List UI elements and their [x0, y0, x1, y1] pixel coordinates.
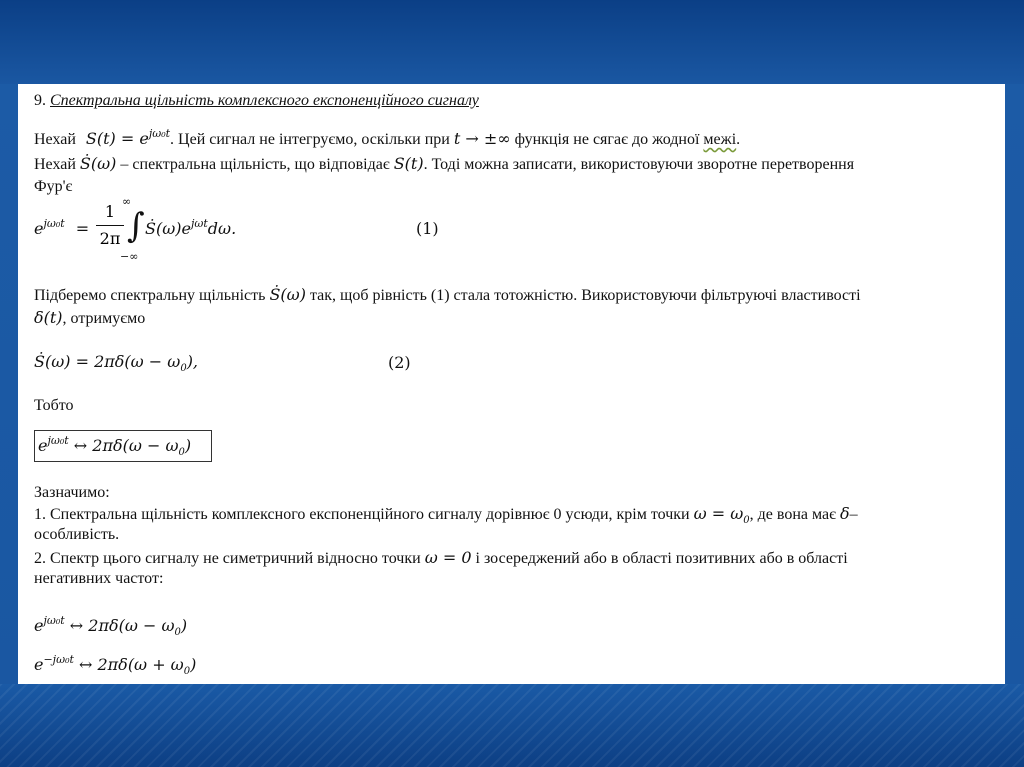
notes-heading: Зазначимо: [34, 484, 110, 501]
p3-text-b: так, щоб рівність (1) стала тотожністю. Використовуючи фільтруючі властивості [305, 287, 861, 304]
paragraph-2-continued [34, 177, 72, 197]
p1-formula-limit: t → ±∞ [453, 129, 511, 148]
p2-formula-spectrum: Ṡ(ω) [79, 154, 117, 173]
p1-text-a: Нехай [34, 131, 76, 148]
eq1-integrand-exp: jωt [190, 217, 208, 230]
eq1-integral-lower: −∞ [120, 250, 139, 263]
p1-formula-lhs: S(t) = e [85, 129, 149, 148]
note1-delta: δ [839, 504, 850, 523]
eq2-end: ), [186, 352, 199, 371]
document-sheet [18, 84, 1005, 684]
p3-formula-spectrum: Ṡ(ω) [269, 285, 306, 304]
slide-background-bottom [0, 684, 1024, 767]
eq1-integrand [145, 219, 236, 241]
eq2-body: Ṡ(ω) = 2πδ(ω − ω [34, 352, 181, 371]
p1-text-b: . Цей сигнал не інтегруємо, оскільки при [170, 131, 450, 148]
p1-spellcheck-word: межі [703, 131, 737, 148]
eq3-rest: ↔ 2πδ(ω − ω [64, 616, 175, 635]
box-base: e [38, 436, 48, 455]
note-1-continued: особливість. [34, 526, 120, 543]
eq1-integral-sign: ∫ [127, 206, 145, 246]
eq1-lhs-base: e [34, 219, 44, 238]
eq4-end: ) [190, 655, 197, 674]
note1-formula-body: ω = ω [693, 504, 744, 523]
p2-formula-signal: S(t) [393, 154, 424, 173]
boxed-result-formula [38, 436, 191, 459]
eq4-exp: −jω₀t [43, 653, 74, 666]
p3-text-a: Підберемо спектральну щільність [34, 287, 266, 304]
box-rest: ↔ 2πδ(ω − ω [68, 436, 179, 455]
eq1-denominator: 2π [99, 229, 121, 248]
p1-text-end: . [736, 131, 741, 148]
note1-dash: – [849, 506, 858, 523]
eq2-label: (2) [388, 353, 411, 372]
eq4-formula [34, 655, 196, 678]
note1-text-b: , де вона має [749, 506, 836, 523]
box-end: ) [184, 436, 192, 455]
p1-formula-exp: jω₀t [148, 127, 171, 140]
p2-text-d: Фур'є [34, 178, 73, 195]
note1-formula-sub: 0 [743, 515, 750, 526]
p1-formula-signal [86, 129, 170, 148]
eq1-lhs [34, 219, 89, 241]
eq3-formula [34, 616, 187, 639]
note1-text-a: 1. Спектральна щільність комплексного експоненційного сигналу дорівнює 0 усюди, крім точки [34, 506, 690, 523]
note-2 [34, 548, 848, 569]
note2-formula: ω = 0 [424, 548, 472, 567]
paragraph-3 [34, 285, 861, 306]
eq2-sub: 0 [180, 363, 187, 374]
eq4-sub: 0 [183, 666, 191, 677]
p3-text-c: , отримуємо [62, 310, 146, 327]
p1-text-c: функція не сягає до жодної [514, 131, 700, 148]
note1-formula [693, 504, 750, 526]
eq1-lhs-exp: jω₀t [43, 217, 65, 230]
eq3-end: ) [180, 616, 188, 635]
eq3-base: e [34, 616, 44, 635]
eq3-exp: jω₀t [43, 614, 65, 627]
eq1-integrand-base: Ṡ(ω)e [145, 219, 191, 238]
note-1 [34, 504, 858, 527]
slide-background-top [0, 0, 1024, 84]
paragraph-1 [34, 129, 740, 151]
eq1-integrand-tail: dω. [207, 219, 237, 238]
eq1-fraction-bar [96, 225, 124, 226]
slide-background-left [0, 84, 18, 684]
note2-text-b: і зосереджений або в області позитивних або в області [471, 550, 848, 567]
box-sub: 0 [178, 447, 185, 458]
box-exp: jω₀t [47, 434, 69, 447]
note2-text-a: 2. Спектр цього сигналу не симетричний відносно точки [34, 550, 421, 567]
section-heading [34, 91, 479, 111]
paragraph-2 [34, 154, 854, 175]
eq1-label: (1) [416, 219, 439, 238]
eq2-formula [34, 352, 198, 375]
eq1-equals: = [75, 219, 90, 238]
p2-text-a: Нехай [34, 156, 76, 173]
slide-background-right [1005, 84, 1024, 684]
eq4-rest: ↔ 2πδ(ω + ω [73, 655, 184, 674]
text-tobto: Тобто [34, 397, 74, 414]
note-2-continued: негативних частот: [34, 570, 164, 587]
p2-text-c: . Тоді можна записати, використовуючи зворотне перетворення [423, 156, 855, 173]
p3-formula-delta: δ(t) [34, 308, 63, 327]
heading-number: 9. [34, 92, 46, 109]
eq4-base: e [34, 655, 44, 674]
heading-title: Спектральна щільність комплексного експоненційного сигналу [50, 92, 479, 109]
p2-text-b: – спектральна щільність, що відповідає [116, 156, 390, 173]
eq1-integral-upper: ∞ [122, 195, 132, 208]
paragraph-3-continued [34, 308, 145, 329]
eq1-numerator: 1 [104, 202, 116, 221]
eq3-sub: 0 [174, 627, 181, 638]
